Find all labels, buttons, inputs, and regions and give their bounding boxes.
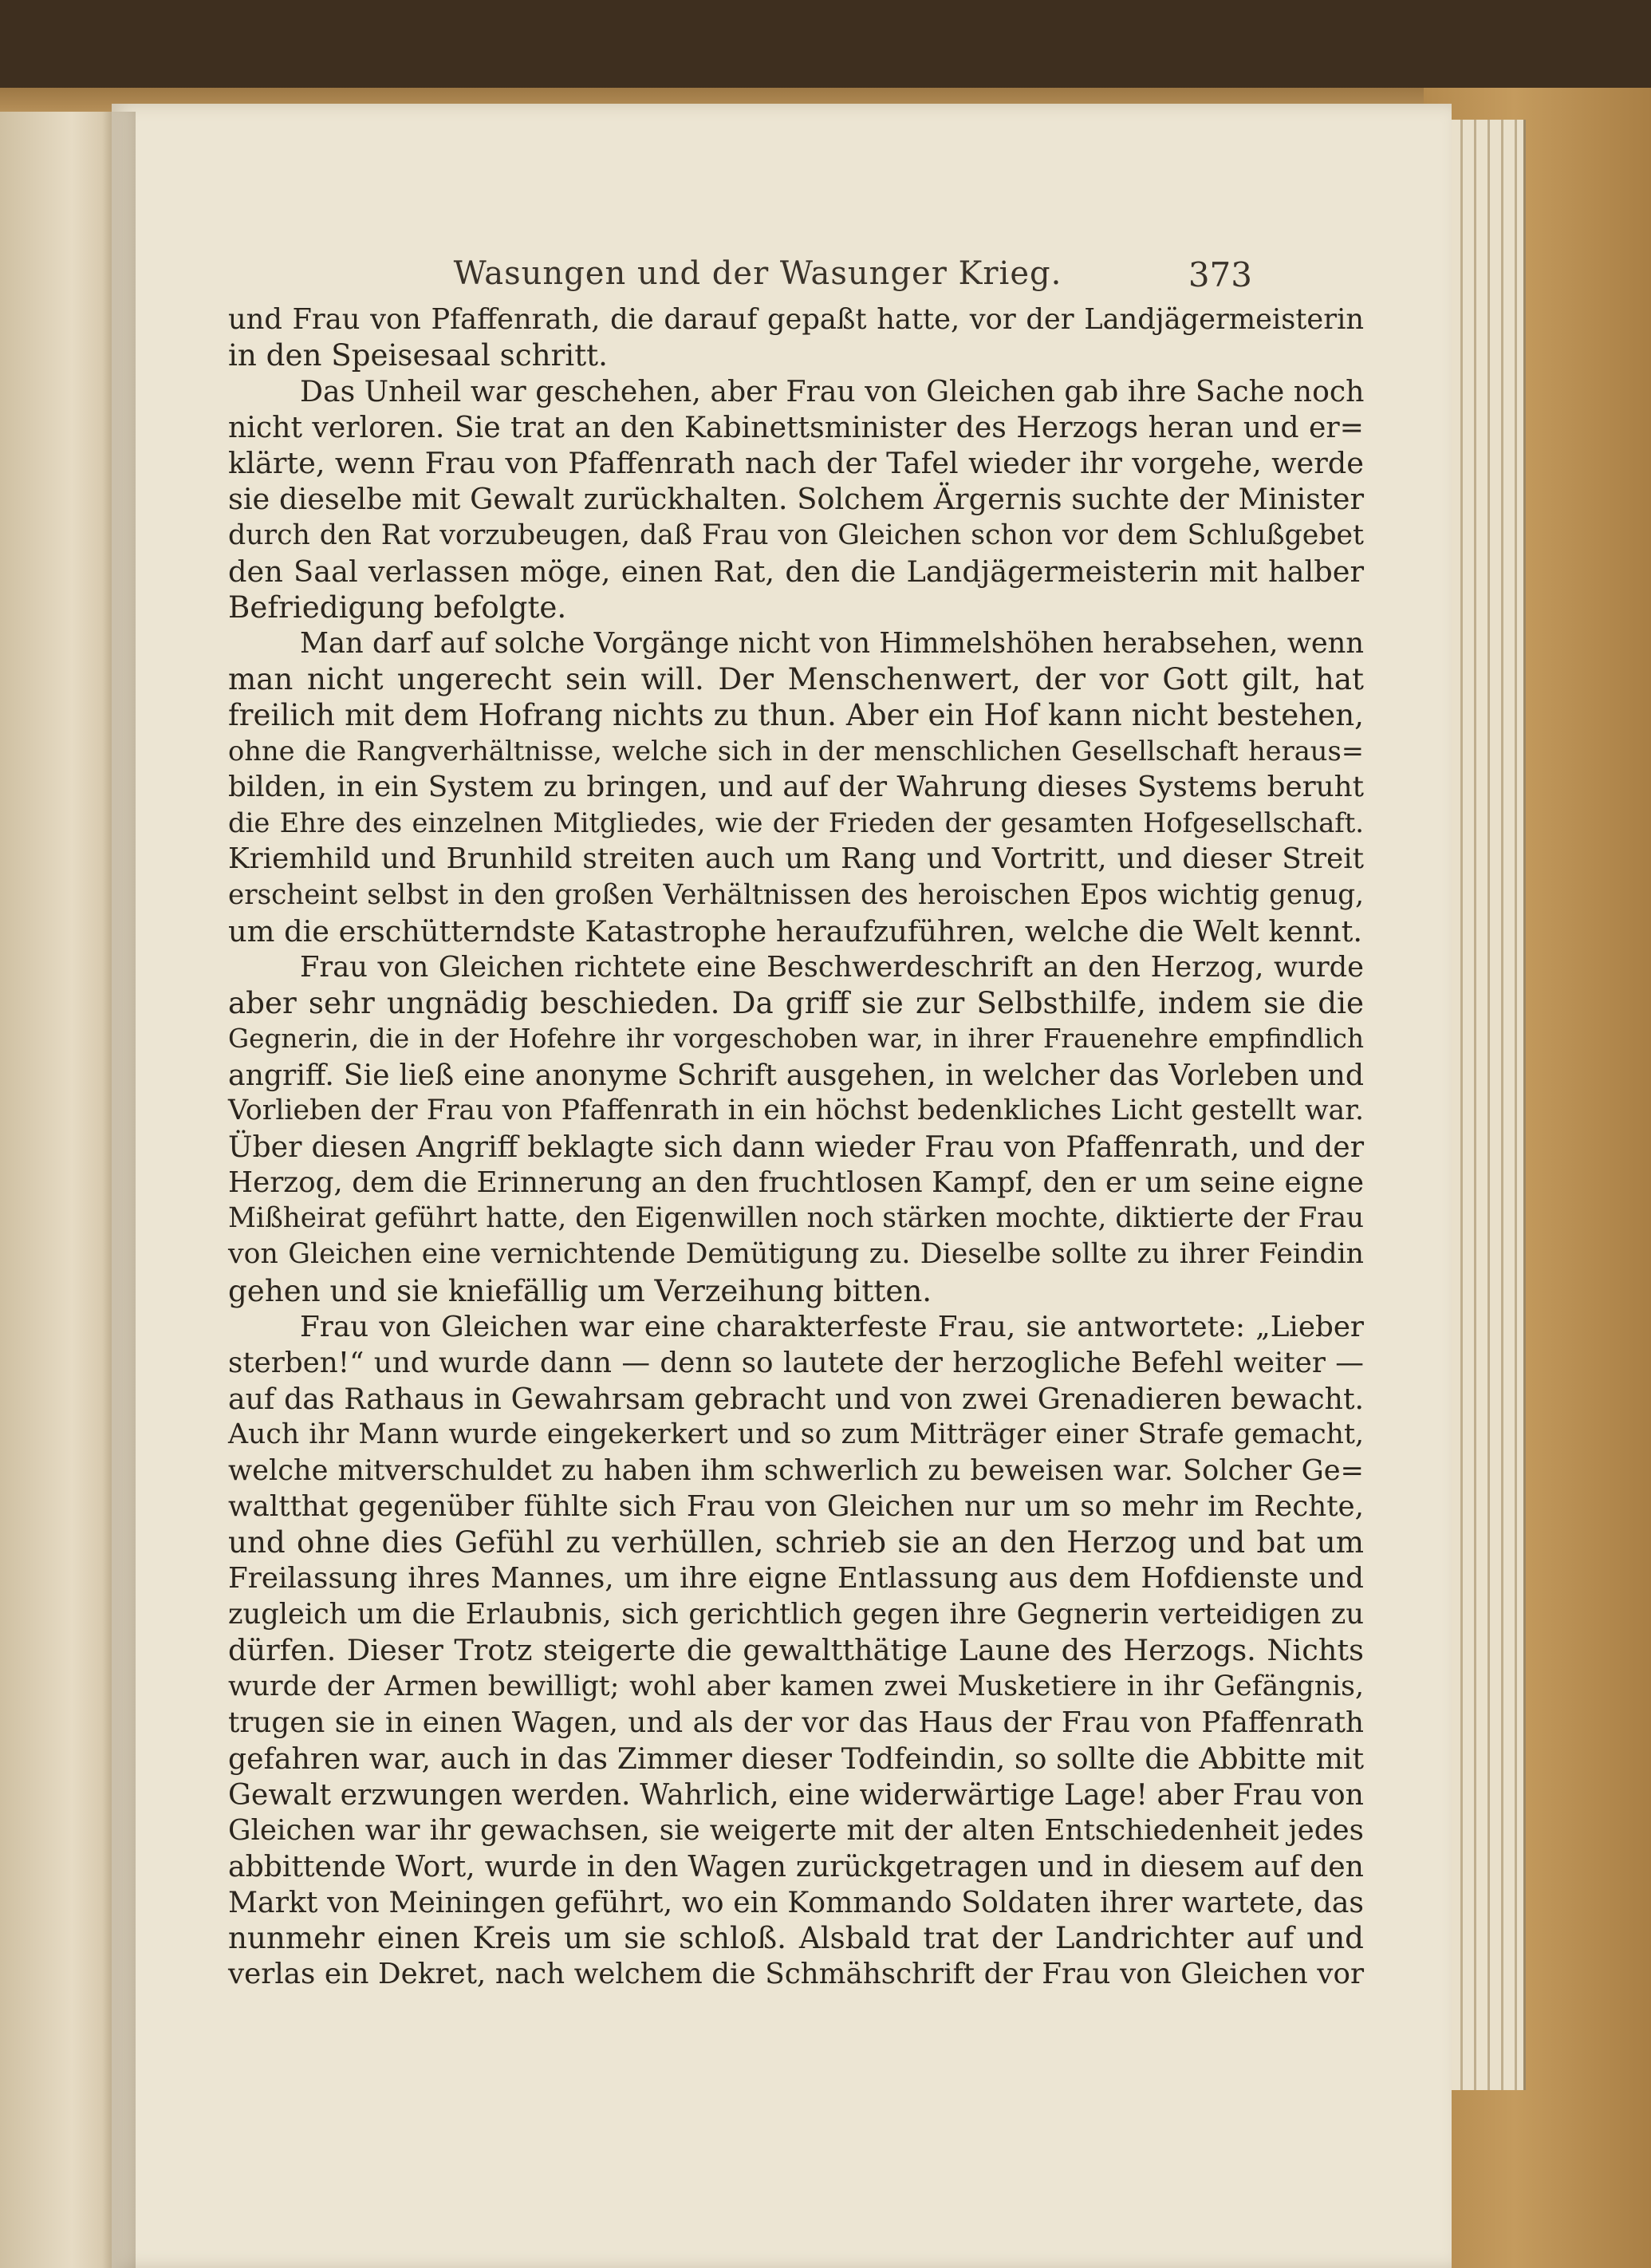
text-line: Gleichen war ihr gewachsen, sie weigerte mit der alten Entschiedenheit jedes [228, 1813, 1364, 1847]
facing-page-left [0, 112, 120, 2268]
text-line: durch den Rat vorzubeugen, daß Frau von Gleichen schon vor dem Schlußgebet [228, 519, 1364, 551]
spine-shadow [104, 112, 136, 2268]
text-line: Herzog, dem die Erinnerung an den fruchtlosen Kampf, den er um seine eigne [228, 1166, 1364, 1200]
text-line: die Ehre des einzelnen Mitgliedes, wie der Frieden der gesamten Hofgesellschaft. [228, 807, 1364, 839]
text-line: klärte, wenn Frau von Pfaffenrath nach der Tafel wieder ihr vorgehe, werde [228, 446, 1364, 481]
text-line: man nicht ungerecht sein will. Der Menschenwert, der vor Gott gilt, hat [228, 661, 1364, 696]
text-line: und Frau von Pfaffenrath, die darauf gepaßt hatte, vor der Landjägermeisterin [228, 303, 1364, 336]
text-line: nunmehr einen Kreis um sie schloß. Alsbald trat der Landrichter auf und [228, 1920, 1364, 1956]
text-line: Frau von Gleichen richtete eine Beschwerdeschrift an den Herzog, wurde [300, 950, 1364, 984]
text-line: verlas ein Dekret, nach welchem die Schmähschrift der Frau von Gleichen vor [228, 1958, 1364, 1991]
text-line: den Saal verlassen möge, einen Rat, den die Landjägermeisterin mit halber [228, 554, 1364, 589]
text-line: Befriedigung befolgte. [228, 589, 567, 625]
text-line: erscheint selbst in den großen Verhältnissen des heroischen Epos wichtig genug, [228, 878, 1364, 911]
text-line: freilich mit dem Hofrang nichts zu thun. Aber ein Hof kann nicht bestehen, [228, 697, 1364, 733]
text-line: von Gleichen eine vernichtende Demütigung zu. Dieselbe sollte zu ihrer Feindin [228, 1238, 1364, 1271]
text-line: aber sehr ungnädig beschieden. Da griff sie zur Selbsthilfe, indem sie die [228, 984, 1364, 1020]
text-line: Markt von Meiningen geführt, wo ein Kommando Soldaten ihrer wartete, das [228, 1885, 1364, 1920]
text-line: sie dieselbe mit Gewalt zurückhalten. Solchem Ärgernis suchte der Minister [228, 482, 1364, 517]
text-line: Man darf auf solche Vorgänge nicht von Himmelshöhen herabsehen, wenn [300, 626, 1364, 660]
running-head: Wasungen und der Wasunger Krieg. [453, 255, 1062, 292]
text-line: bilden, in ein System zu bringen, und auf der Wahrung dieses Systems beruht [228, 771, 1364, 804]
text-line: Kriemhild und Brunhild streiten auch um Rang und Vortritt, und dieser Streit [228, 842, 1364, 876]
text-line: waltthat gegenüber fühlte sich Frau von Gleichen nur um so mehr im Rechte, [228, 1490, 1364, 1524]
text-line: Frau von Gleichen war eine charakterfeste Frau, sie antwortete: „Lieber [300, 1310, 1364, 1343]
text-line: gehen und sie kniefällig um Verzeihung bitten. [228, 1272, 932, 1308]
text-line: um die erschütterndste Katastrophe heraufzuführen, welche die Welt kennt. [228, 913, 1363, 949]
text-line: ohne die Rangverhältnisse, welche sich in der menschlichen Gesellschaft heraus= [228, 736, 1364, 767]
text-line: Mißheirat geführt hatte, den Eigenwillen noch stärken mochte, diktierte der Frau [228, 1202, 1364, 1235]
text-line: nicht verloren. Sie trat an den Kabinettsminister des Herzogs heran und er= [228, 410, 1364, 445]
text-line: angriff. Sie ließ eine anonyme Schrift ausgehen, in welcher das Vorleben und [228, 1057, 1364, 1092]
text-line: trugen sie in einen Wagen, und als der vor das Haus der Frau von Pfaffenrath [228, 1706, 1364, 1739]
text-line: gefahren war, auch in das Zimmer dieser Todfeindin, so sollte die Abbitte mit [228, 1741, 1364, 1776]
text-line: Gewalt erzwungen werden. Wahrlich, eine widerwärtige Lage! aber Frau von [228, 1777, 1364, 1812]
text-line: Auch ihr Mann wurde eingekerkert und so zum Mitträger einer Strafe gemacht, [228, 1418, 1364, 1450]
text-line: Freilassung ihres Mannes, um ihre eigne Entlassung aus dem Hofdienste und [228, 1562, 1364, 1595]
book-page [112, 104, 1452, 2268]
text-line: dürfen. Dieser Trotz steigerte die gewaltthätige Laune des Herzogs. Nichts [228, 1633, 1364, 1668]
text-line: Das Unheil war geschehen, aber Frau von Gleichen gab ihre Sache noch [300, 374, 1365, 409]
text-line: wurde der Armen bewilligt; wohl aber kamen zwei Musketiere in ihr Gefängnis, [228, 1670, 1364, 1702]
text-line: abbittende Wort, wurde in den Wagen zurückgetragen und in diesem auf den [228, 1849, 1364, 1884]
text-line: auf das Rathaus in Gewahrsam gebracht und von zwei Grenadieren bewacht. [228, 1381, 1364, 1416]
text-line: und ohne dies Gefühl zu verhüllen, schrieb sie an den Herzog und bat um [228, 1524, 1364, 1560]
text-line: zugleich um die Erlaubnis, sich gerichtlich gegen ihre Gegnerin verteidigen zu [228, 1598, 1364, 1631]
body-text [228, 302, 1364, 1992]
text-line: Vorlieben der Frau von Pfaffenrath in ein höchst bedenkliches Licht gestellt war. [228, 1095, 1364, 1127]
text-line: welche mitverschuldet zu haben ihm schwerlich zu beweisen war. Solcher Ge= [228, 1454, 1364, 1487]
page-number: 373 [1188, 255, 1252, 294]
text-line: in den Speisesaal schritt. [228, 337, 608, 373]
text-line: sterben!“ und wurde dann — denn so lautete der herzogliche Befehl weiter — [228, 1346, 1364, 1379]
text-line: Über diesen Angriff beklagte sich dann wieder Frau von Pfaffenrath, und der [228, 1130, 1364, 1165]
text-line: Gegnerin, die in der Hofehre ihr vorgeschoben war, in ihrer Frauenehre empfindlich [228, 1023, 1364, 1054]
